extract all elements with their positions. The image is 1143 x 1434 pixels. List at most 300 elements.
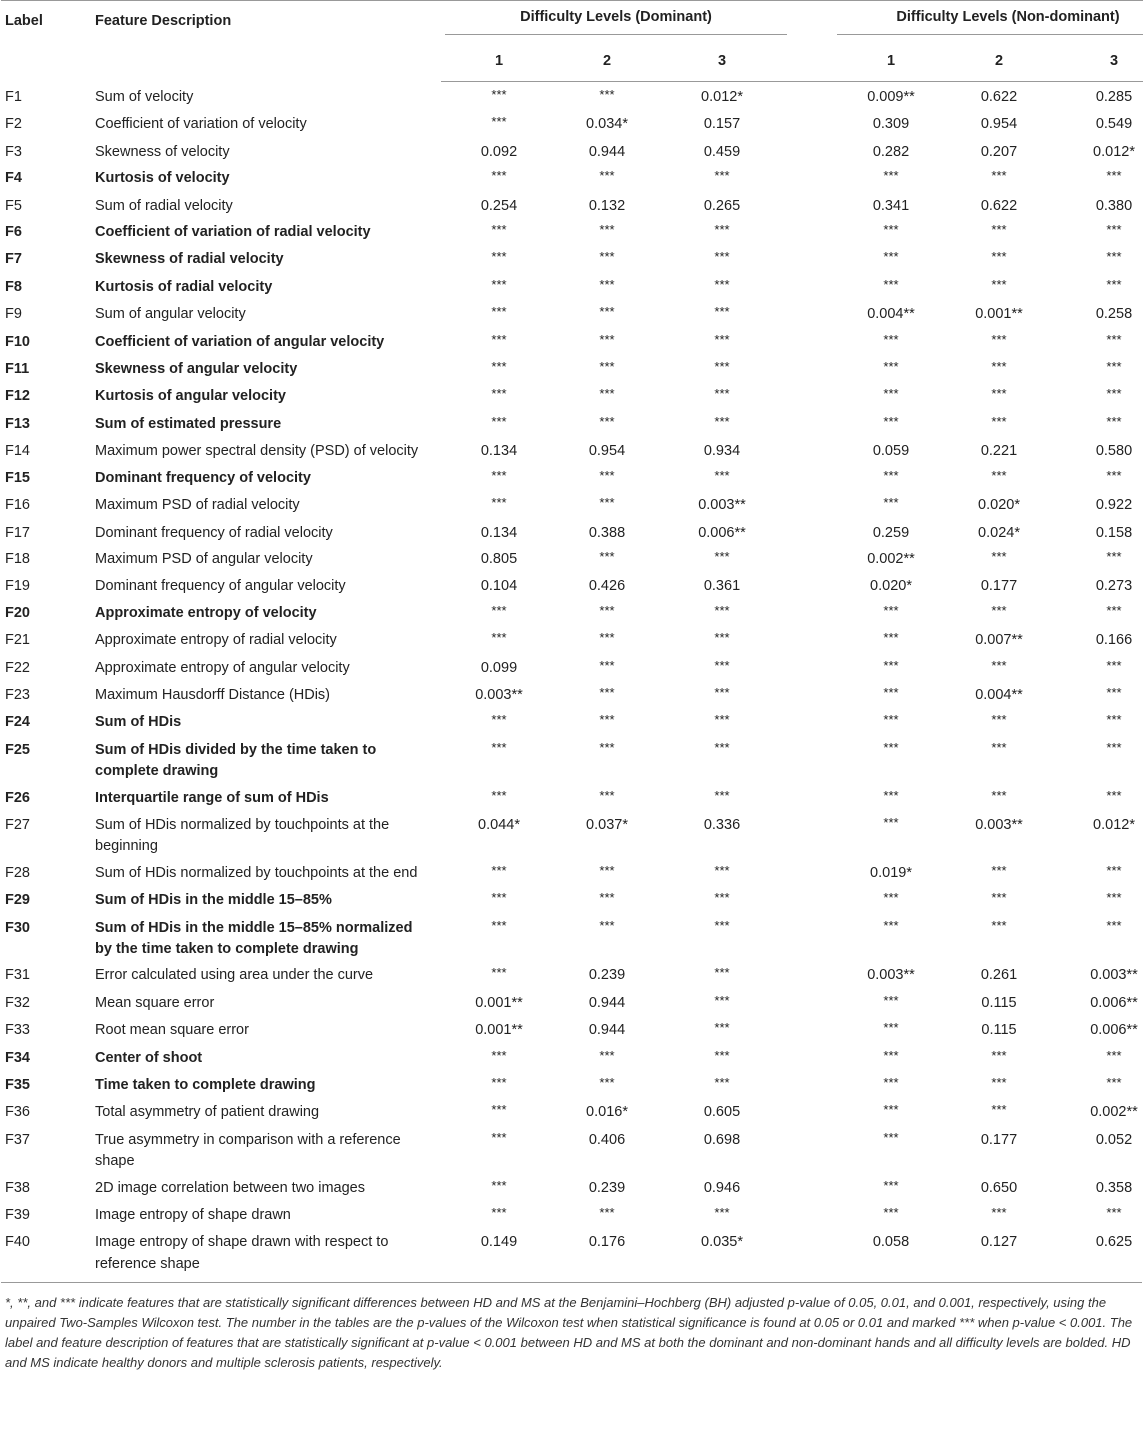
row-feature-description: Sum of HDis normalized by touchpoints at the beginning [95, 816, 390, 855]
significance-stars: *** [714, 467, 730, 483]
row-label: F38 [5, 1179, 30, 1196]
row-gap [787, 168, 833, 195]
cell-dominant-level-1 [441, 1130, 557, 1178]
cell-dominant-level-3: 0.698 [703, 1131, 741, 1148]
cell-nondominant-level-3 [1049, 1075, 1143, 1102]
row-label: F17 [5, 524, 30, 541]
row-gap [787, 359, 833, 386]
significance-stars: *** [991, 657, 1007, 673]
cell-nondominant-level-3: 0.012* [1093, 816, 1135, 833]
significance-stars: *** [491, 1177, 507, 1193]
row-feature-description: Approximate entropy of radial velocity [95, 632, 337, 649]
row-gap [787, 603, 833, 630]
significance-stars: *** [991, 602, 1007, 618]
cell-dominant-level-2 [557, 495, 657, 522]
significance-stars: *** [714, 630, 730, 646]
cell-dominant-level-3: 0.361 [703, 578, 741, 595]
significance-stars: *** [883, 495, 899, 511]
cell-nondominant-level-1: 0.004** [867, 306, 915, 323]
row-label: F30 [5, 919, 30, 936]
cell-dominant-level-3 [657, 630, 787, 657]
cell-dominant-level-2 [557, 863, 657, 890]
cell-nondominant-level-3 [1049, 658, 1143, 685]
header-nd-level-3: 3 [1049, 41, 1143, 82]
cell-dominant-level-3 [657, 277, 787, 304]
cell-nondominant-level-2 [949, 1102, 1049, 1129]
significance-stars: *** [491, 359, 507, 375]
significance-stars: *** [883, 712, 899, 728]
cell-dominant-level-1 [441, 359, 557, 386]
row-gap [787, 304, 833, 331]
table-row [1, 414, 1143, 441]
group-dominant-title: Difficulty Levels (Dominant) [445, 9, 787, 35]
significance-stars: *** [491, 1047, 507, 1063]
cell-nondominant-level-1 [833, 918, 949, 966]
header-level-3: 3 [657, 41, 787, 82]
significance-stars: *** [991, 359, 1007, 375]
row-label: F14 [5, 443, 30, 460]
row-label: F13 [5, 415, 30, 432]
table-row [1, 304, 1143, 331]
table-row [1, 965, 1143, 992]
significance-stars: *** [1106, 249, 1122, 265]
significance-stars: *** [1106, 1075, 1122, 1091]
cell-nondominant-level-1 [833, 386, 949, 413]
header-gap-2 [787, 41, 833, 82]
cell-dominant-level-1: 0.001** [475, 994, 523, 1011]
significance-stars: *** [991, 890, 1007, 906]
significance-stars: *** [883, 739, 899, 755]
cell-nondominant-level-2 [949, 1205, 1049, 1232]
significance-stars: *** [1106, 276, 1122, 292]
row-feature-description: Kurtosis of angular velocity [95, 388, 286, 405]
row-label: F36 [5, 1104, 30, 1121]
significance-stars: *** [714, 548, 730, 564]
cell-nondominant-level-3 [1049, 549, 1143, 576]
cell-nondominant-level-1 [833, 1178, 949, 1205]
table-row [1, 788, 1143, 815]
cell-dominant-level-2 [557, 222, 657, 249]
significance-stars: *** [1106, 739, 1122, 755]
cell-nondominant-level-2: 0.020* [978, 497, 1020, 514]
cell-nondominant-level-1 [833, 788, 949, 815]
cell-nondominant-level-2 [949, 332, 1049, 359]
cell-dominant-level-2 [557, 549, 657, 576]
row-label: F9 [5, 306, 22, 323]
table-row [1, 603, 1143, 630]
cell-dominant-level-1: 0.254 [480, 197, 518, 214]
cell-nondominant-level-2: 0.622 [980, 89, 1018, 105]
cell-dominant-level-2 [557, 168, 657, 195]
cell-dominant-level-3 [657, 685, 787, 712]
cell-nondominant-level-1 [833, 414, 949, 441]
significance-stars: *** [714, 359, 730, 375]
cell-dominant-level-2 [557, 414, 657, 441]
row-feature-description: Coefficient of variation of velocity [95, 116, 307, 133]
row-feature-description: Sum of HDis in the middle 15–85% normalized by the time taken to complete drawing [95, 919, 413, 957]
cell-dominant-level-2: 0.239 [588, 1179, 626, 1196]
cell-dominant-level-1: 0.092 [480, 143, 518, 160]
cell-dominant-level-3 [657, 993, 787, 1020]
cell-dominant-level-1 [441, 740, 557, 788]
cell-nondominant-level-1 [833, 468, 949, 495]
row-label: F15 [5, 469, 30, 486]
cell-dominant-level-3 [657, 965, 787, 992]
cell-dominant-level-1 [441, 890, 557, 917]
cell-nondominant-level-1 [833, 1075, 949, 1102]
significance-stars: *** [491, 87, 507, 102]
table-row [1, 523, 1143, 549]
cell-dominant-level-2 [557, 332, 657, 359]
cell-nondominant-level-2 [949, 788, 1049, 815]
row-label: F8 [5, 278, 22, 295]
table-row [1, 712, 1143, 739]
cell-nondominant-level-1: 0.003** [867, 967, 915, 984]
significance-stars: *** [599, 304, 615, 320]
significance-stars: *** [714, 992, 730, 1008]
significance-stars: *** [491, 467, 507, 483]
cell-nondominant-level-2: 0.207 [980, 143, 1018, 160]
significance-stars: *** [491, 276, 507, 292]
row-feature-description: Image entropy of shape drawn [95, 1207, 291, 1224]
cell-nondominant-level-1: 0.341 [872, 197, 910, 214]
cell-nondominant-level-1: 0.002** [867, 550, 915, 567]
row-gap [787, 1020, 833, 1047]
cell-dominant-level-1: 0.104 [480, 578, 518, 595]
cell-dominant-level-3: 0.336 [703, 816, 741, 833]
cell-dominant-level-1 [441, 1048, 557, 1075]
row-gap [787, 1130, 833, 1178]
cell-nondominant-level-1 [833, 1102, 949, 1129]
row-label: F24 [5, 714, 30, 731]
significance-stars: *** [991, 276, 1007, 292]
cell-dominant-level-1 [441, 304, 557, 331]
cell-dominant-level-1 [441, 1178, 557, 1205]
cell-dominant-level-1 [441, 918, 557, 966]
significance-stars: *** [714, 739, 730, 755]
cell-dominant-level-2 [557, 603, 657, 630]
significance-stars: *** [1106, 331, 1122, 347]
row-gap [787, 523, 833, 549]
significance-stars: *** [883, 331, 899, 347]
significance-stars: *** [599, 917, 615, 933]
cell-dominant-level-3: 0.934 [703, 443, 741, 460]
significance-stars: *** [714, 657, 730, 673]
row-label: F37 [5, 1131, 30, 1148]
cell-dominant-level-1 [441, 965, 557, 992]
table-row [1, 249, 1143, 276]
table-row [1, 142, 1143, 168]
significance-stars: *** [991, 548, 1007, 564]
significance-stars: *** [714, 1205, 730, 1221]
significance-stars: *** [991, 168, 1007, 184]
significance-stars: *** [491, 602, 507, 618]
significance-stars: *** [1106, 602, 1122, 618]
significance-stars: *** [491, 386, 507, 402]
significance-stars: *** [491, 331, 507, 347]
significance-stars: *** [599, 787, 615, 803]
row-gap [787, 82, 833, 115]
significance-stars: *** [599, 168, 615, 184]
cell-nondominant-level-3 [1049, 1205, 1143, 1232]
significance-stars: *** [491, 222, 507, 238]
significance-stars: *** [714, 1075, 730, 1091]
row-feature-description: Interquartile range of sum of HDis [95, 789, 329, 806]
cell-dominant-level-3 [657, 1075, 787, 1102]
cell-dominant-level-1: 0.134 [480, 524, 518, 541]
significance-stars: *** [883, 1129, 899, 1145]
cell-dominant-level-3 [657, 1205, 787, 1232]
significance-stars: *** [599, 331, 615, 347]
significance-stars: *** [883, 168, 899, 184]
cell-dominant-level-2: 0.426 [588, 578, 626, 595]
cell-dominant-level-2 [557, 386, 657, 413]
significance-stars: *** [991, 917, 1007, 933]
cell-nondominant-level-2 [949, 658, 1049, 685]
cell-dominant-level-3 [657, 1020, 787, 1047]
cell-nondominant-level-2: 0.127 [980, 1234, 1018, 1251]
significance-stars: *** [883, 1205, 899, 1221]
cell-nondominant-level-3: 0.285 [1095, 89, 1133, 105]
cell-dominant-level-2 [557, 630, 657, 657]
row-feature-description: Skewness of angular velocity [95, 361, 298, 378]
row-feature-description: Root mean square error [95, 1022, 249, 1039]
cell-nondominant-level-2 [949, 549, 1049, 576]
cell-dominant-level-3 [657, 918, 787, 966]
cell-dominant-level-3 [657, 386, 787, 413]
row-feature-description: Dominant frequency of angular velocity [95, 578, 346, 595]
row-feature-description: True asymmetry in comparison with a reference shape [95, 1131, 401, 1170]
row-gap [787, 142, 833, 168]
row-feature-description: Coefficient of variation of angular velocity [95, 333, 385, 350]
row-gap [787, 630, 833, 657]
cell-nondominant-level-2: 0.024* [978, 524, 1020, 541]
results-table [1, 0, 1143, 1280]
significance-stars: *** [1106, 657, 1122, 673]
significance-stars: *** [714, 222, 730, 238]
cell-dominant-level-1 [441, 114, 557, 141]
cell-nondominant-level-3 [1049, 222, 1143, 249]
significance-stars: *** [599, 712, 615, 728]
cell-nondominant-level-1: 0.019* [870, 864, 912, 881]
row-label: F23 [5, 686, 30, 703]
cell-dominant-level-2 [557, 1048, 657, 1075]
row-label: F2 [5, 116, 22, 133]
cell-nondominant-level-1 [833, 740, 949, 788]
row-gap [787, 815, 833, 863]
cell-dominant-level-1 [441, 1102, 557, 1129]
cell-dominant-level-1 [441, 82, 557, 115]
cell-nondominant-level-3 [1049, 788, 1143, 815]
cell-dominant-level-3 [657, 249, 787, 276]
row-label: F28 [5, 864, 30, 881]
table-body [1, 82, 1143, 1281]
table-row [1, 685, 1143, 712]
cell-nondominant-level-1 [833, 495, 949, 522]
significance-stars: *** [1106, 890, 1122, 906]
cell-dominant-level-1: 0.044* [478, 816, 520, 833]
cell-dominant-level-1 [441, 414, 557, 441]
cell-dominant-level-3: 0.157 [703, 116, 741, 133]
table-row [1, 1102, 1143, 1129]
cell-nondominant-level-3 [1049, 890, 1143, 917]
significance-stars: *** [883, 467, 899, 483]
significance-stars: *** [883, 630, 899, 646]
cell-nondominant-level-2 [949, 222, 1049, 249]
cell-nondominant-level-3: 0.580 [1095, 443, 1133, 460]
significance-stars: *** [883, 787, 899, 803]
significance-stars: *** [1106, 1205, 1122, 1221]
row-gap [787, 788, 833, 815]
cell-dominant-level-3: 0.946 [703, 1179, 741, 1196]
significance-stars: *** [1106, 862, 1122, 878]
cell-nondominant-level-3: 0.258 [1095, 306, 1133, 323]
cell-nondominant-level-2 [949, 468, 1049, 495]
row-feature-description: 2D image correlation between two images [95, 1179, 365, 1196]
table-row [1, 168, 1143, 195]
cell-dominant-level-2: 0.944 [588, 994, 626, 1011]
row-feature-description: Sum of estimated pressure [95, 415, 282, 432]
cell-dominant-level-2 [557, 658, 657, 685]
cell-nondominant-level-2: 0.003** [975, 816, 1023, 833]
cell-dominant-level-1 [441, 712, 557, 739]
cell-dominant-level-2: 0.388 [588, 524, 626, 541]
cell-nondominant-level-2 [949, 740, 1049, 788]
significance-stars: *** [491, 114, 507, 130]
row-gap [787, 918, 833, 966]
cell-nondominant-level-3: 0.158 [1095, 524, 1133, 541]
cell-dominant-level-3: 0.003** [698, 497, 746, 514]
row-feature-description: Maximum PSD of angular velocity [95, 550, 313, 567]
row-label: F40 [5, 1234, 30, 1251]
significance-stars: *** [599, 862, 615, 878]
cell-dominant-level-2: 0.944 [588, 143, 626, 160]
significance-stars: *** [883, 276, 899, 292]
significance-stars: *** [491, 1205, 507, 1221]
significance-stars: *** [883, 602, 899, 618]
cell-dominant-level-2 [557, 740, 657, 788]
cell-nondominant-level-2: 0.261 [980, 967, 1018, 984]
significance-stars: *** [714, 386, 730, 402]
row-feature-description: Sum of HDis in the middle 15–85% [95, 892, 332, 909]
significance-stars: *** [1106, 712, 1122, 728]
cell-nondominant-level-3: 0.358 [1095, 1179, 1133, 1196]
significance-stars: *** [883, 1047, 899, 1063]
cell-nondominant-level-3 [1049, 249, 1143, 276]
header-nd-level-1: 1 [833, 41, 949, 82]
significance-stars: *** [491, 712, 507, 728]
cell-dominant-level-1 [441, 386, 557, 413]
table-row [1, 1178, 1143, 1205]
cell-nondominant-level-1 [833, 332, 949, 359]
cell-dominant-level-2 [557, 890, 657, 917]
significance-stars: *** [714, 413, 730, 429]
cell-nondominant-level-2 [949, 712, 1049, 739]
table-row [1, 1048, 1143, 1075]
significance-stars: *** [1106, 1047, 1122, 1063]
cell-dominant-level-3 [657, 168, 787, 195]
row-feature-description: Maximum Hausdorff Distance (HDis) [95, 686, 331, 703]
significance-stars: *** [1106, 787, 1122, 803]
significance-stars: *** [991, 249, 1007, 265]
cell-nondominant-level-2: 0.004** [975, 686, 1023, 703]
cell-dominant-level-3 [657, 890, 787, 917]
significance-stars: *** [1106, 359, 1122, 375]
cell-nondominant-level-1 [833, 1048, 949, 1075]
row-feature-description: Sum of radial velocity [95, 197, 233, 214]
table-row [1, 815, 1143, 863]
significance-stars: *** [714, 890, 730, 906]
significance-stars: *** [714, 1020, 730, 1036]
row-feature-description: Mean square error [95, 994, 215, 1011]
table-row [1, 1130, 1143, 1178]
cell-nondominant-level-3 [1049, 740, 1143, 788]
cell-dominant-level-2 [557, 1205, 657, 1232]
cell-dominant-level-2: 0.132 [588, 197, 626, 214]
significance-stars: *** [599, 602, 615, 618]
cell-nondominant-level-2 [949, 249, 1049, 276]
significance-stars: *** [991, 331, 1007, 347]
cell-nondominant-level-1 [833, 168, 949, 195]
row-gap [787, 495, 833, 522]
row-label: F3 [5, 143, 22, 160]
significance-stars: *** [991, 787, 1007, 803]
group-nondominant-title: Difficulty Levels (Non-dominant) [837, 9, 1143, 35]
cell-dominant-level-3 [657, 1048, 787, 1075]
cell-nondominant-level-3 [1049, 685, 1143, 712]
significance-stars: *** [1106, 548, 1122, 564]
cell-dominant-level-1: 0.099 [480, 659, 518, 676]
significance-stars: *** [883, 359, 899, 375]
cell-dominant-level-1: 0.805 [480, 550, 518, 567]
cell-nondominant-level-2 [949, 359, 1049, 386]
cell-dominant-level-1 [441, 1075, 557, 1102]
cell-nondominant-level-3 [1049, 712, 1143, 739]
row-label: F21 [5, 632, 30, 649]
row-feature-description: Sum of angular velocity [95, 306, 246, 323]
row-gap [787, 549, 833, 576]
cell-dominant-level-3: 0.012* [701, 89, 743, 105]
cell-dominant-level-3 [657, 712, 787, 739]
significance-stars: *** [883, 814, 899, 830]
significance-stars: *** [599, 495, 615, 511]
cell-nondominant-level-3: 0.166 [1095, 632, 1133, 649]
significance-stars: *** [599, 548, 615, 564]
cell-dominant-level-2 [557, 468, 657, 495]
cell-dominant-level-1 [441, 468, 557, 495]
table-row [1, 82, 1143, 115]
significance-stars: *** [1106, 917, 1122, 933]
cell-nondominant-level-1 [833, 685, 949, 712]
cell-dominant-level-2: 0.954 [588, 443, 626, 460]
cell-nondominant-level-3: 0.625 [1095, 1234, 1133, 1251]
cell-dominant-level-1 [441, 168, 557, 195]
significance-stars: *** [599, 739, 615, 755]
cell-nondominant-level-3: 0.273 [1095, 578, 1133, 595]
cell-nondominant-level-3: 0.002** [1090, 1104, 1138, 1121]
row-gap [787, 468, 833, 495]
cell-dominant-level-3 [657, 863, 787, 890]
cell-nondominant-level-2: 0.177 [980, 578, 1018, 595]
row-label: F31 [5, 967, 30, 984]
cell-dominant-level-2 [557, 277, 657, 304]
cell-nondominant-level-2: 0.177 [980, 1131, 1018, 1148]
row-label: F19 [5, 578, 30, 595]
cell-nondominant-level-3: 0.006** [1090, 994, 1138, 1011]
cell-nondominant-level-1 [833, 630, 949, 657]
cell-dominant-level-1: 0.149 [480, 1234, 518, 1251]
significance-stars: *** [714, 917, 730, 933]
